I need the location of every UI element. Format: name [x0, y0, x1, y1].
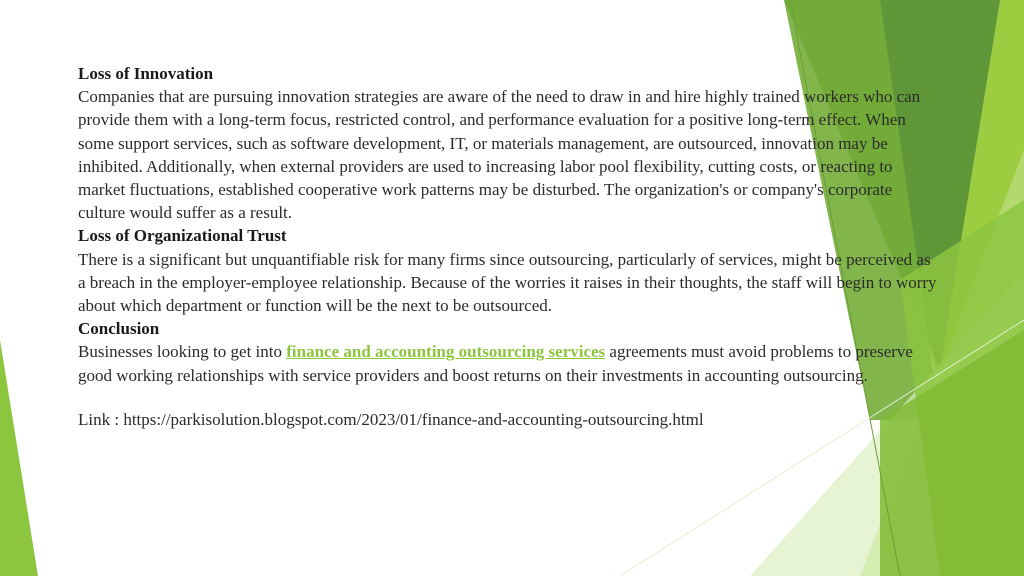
slide-text-body: [78, 62, 938, 431]
source-link-text: Link : https://parkisolution.blogspot.com/2023/01/finance-and-accounting-outsourcing.html: [78, 409, 704, 429]
section-body-trust: There is a significant but unquantifiable risk for many firms since outsourcing, particularly of services, might be perceived as a breach in the employer-employee relationship. Because of the worries it raises in their thoughts, the staff will begin to worry about which department or function will be the next to be outsourced.: [78, 249, 937, 316]
section-heading-trust: Loss of Organizational Trust: [78, 226, 287, 246]
section-body-innovation: Companies that are pursuing innovation strategies are aware of the need to draw in and hire highly trained workers who can provide them with a long-term focus, restricted control, and performance evaluation for a positive long-term effect. When some support services, such as software development, IT, or materials management, are outsourced, innovation may be inhibited. Additionally, when external providers are used to increasing labor pool flexibility, cutting costs, or reacting to market fluctuations, established cooperative work patterns may be disturbed. The organization's or company's corporate culture would suffer as a result.: [78, 87, 921, 223]
outsourcing-services-link[interactable]: finance and accounting outsourcing services: [286, 342, 606, 362]
conclusion-text-after-link: agreements must avoid problems to preserve good working relationships with service providers and boost returns on their investments in accounting outsourcing.: [78, 342, 913, 385]
section-heading-innovation: Loss of Innovation: [78, 64, 214, 83]
section-heading-conclusion: Conclusion: [78, 319, 160, 339]
conclusion-text-before-link: Businesses looking to get into: [78, 342, 287, 362]
section-body-conclusion: [78, 340, 938, 386]
paragraph-spacer: [78, 387, 938, 408]
left-green-triangle: [0, 340, 38, 576]
